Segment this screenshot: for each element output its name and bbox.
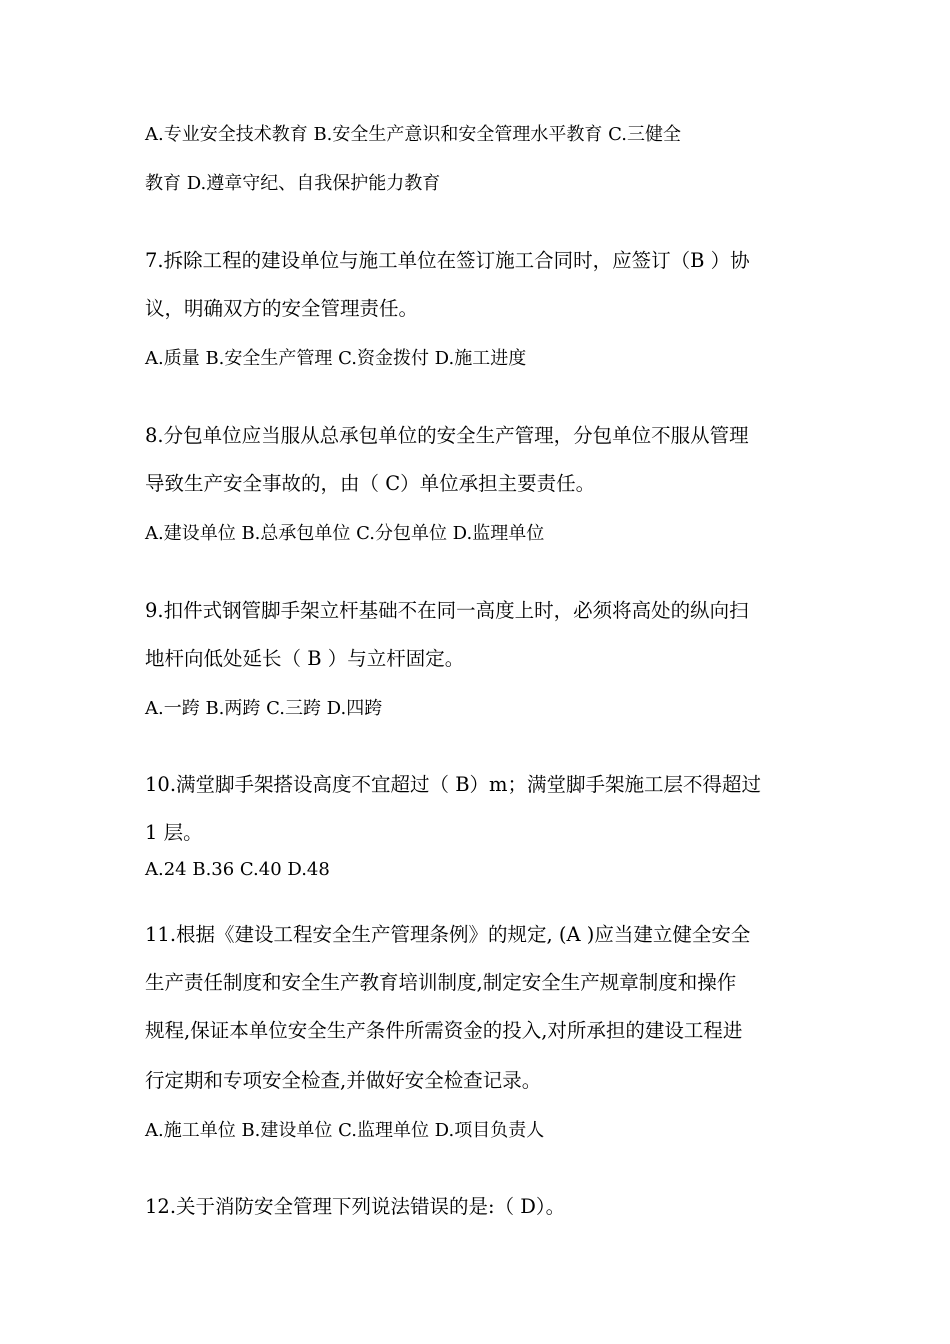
option-line: 教育 D.遵章守纪、自我保护能力教育 [145,173,441,194]
option-line: A.一跨 B.两跨 C.三跨 D.四跨 [145,698,383,719]
question-line: 9.扣件式钢管脚手架立杆基础不在同一高度上时，必须将高处的纵向扫 [145,599,749,622]
question-line: 规程,保证本单位安全生产条件所需资金的投入,对所承担的建设工程进 [145,1019,743,1042]
question-line: 7.拆除工程的建设单位与施工单位在签订施工合同时，应签订（B ）协 [145,249,750,272]
question-line: 1 层。 [145,821,203,844]
option-line: A.质量 B.安全生产管理 C.资金拨付 D.施工进度 [145,348,527,369]
question-line: 议，明确双方的安全管理责任。 [145,297,419,320]
option-line: A.建设单位 B.总承包单位 C.分包单位 D.监理单位 [145,523,545,544]
question-line: 生产责任制度和安全生产教育培训制度,制定安全生产规章制度和操作 [145,971,737,994]
option-line: A.专业安全技术教育 B.安全生产意识和安全管理水平教育 C.三健全 [145,124,681,145]
question-line: 10.满堂脚手架搭设高度不宜超过（ B）m；满堂脚手架施工层不得超过 [145,773,762,796]
question-line: 地杆向低处延长（ B ）与立杆固定。 [145,647,465,670]
question-line: 11.根据《建设工程安全生产管理条例》的规定, (A )应当建立健全安全 [145,923,751,946]
question-line: 行定期和专项安全检查,并做好安全检查记录。 [145,1069,542,1092]
option-line: A.24 B.36 C.40 D.48 [145,859,330,880]
option-line: A.施工单位 B.建设单位 C.监理单位 D.项目负责人 [145,1120,545,1141]
question-line: 8.分包单位应当服从总承包单位的安全生产管理，分包单位不服从管理 [145,424,749,447]
question-line: 12.关于消防安全管理下列说法错误的是:（ D）。 [145,1195,566,1218]
question-line: 导致生产安全事故的，由（ C）单位承担主要责任。 [145,472,596,495]
